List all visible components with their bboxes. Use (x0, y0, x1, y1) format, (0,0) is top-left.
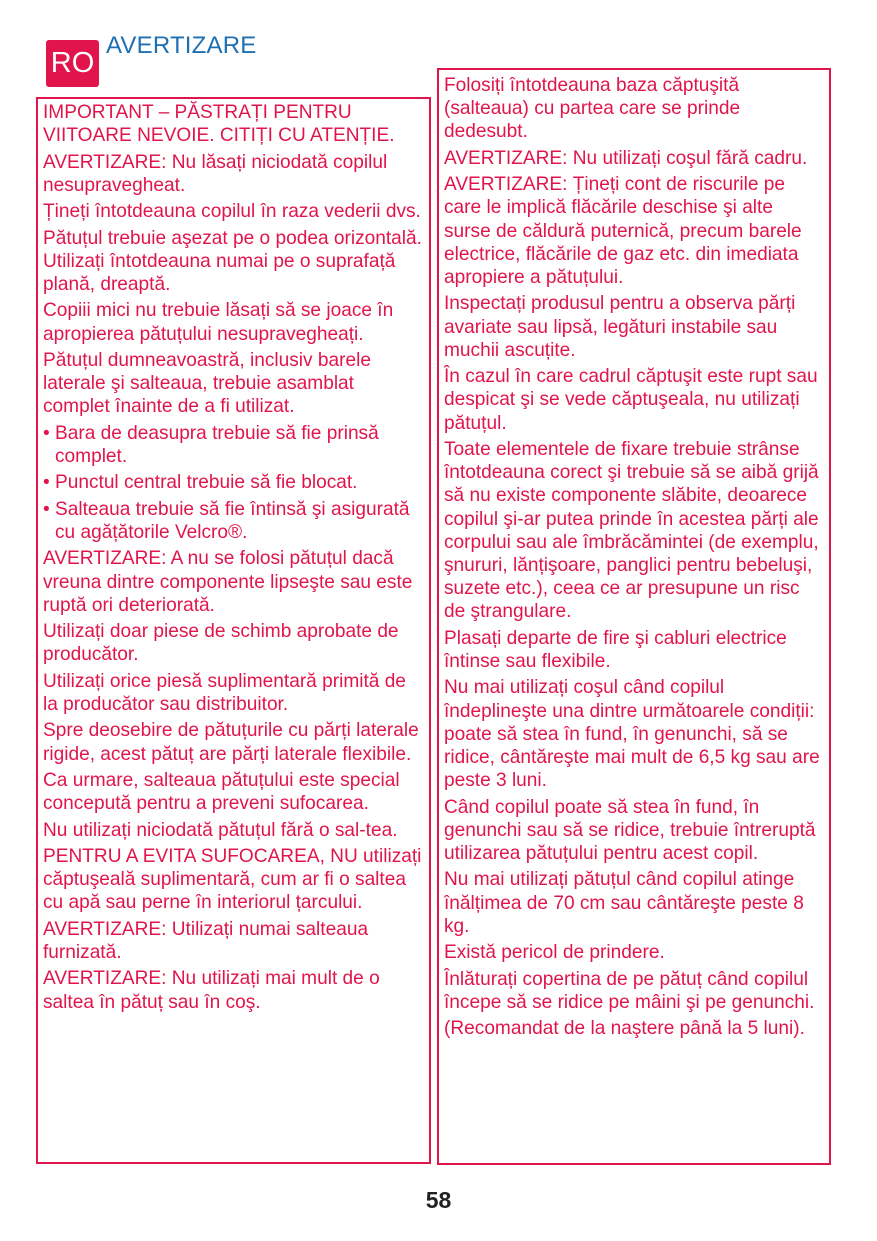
section-title: AVERTIZARE (106, 32, 257, 59)
paragraph: Pătuțul dumneavoastră, inclusiv barele laterale şi salteaua, trebuie asamblat complet înainte de a fi utilizat. (43, 349, 371, 418)
paragraph: Înlăturați copertina de pe pătuț când copilul începe să se ridice pe mâini şi pe genunchi. (444, 968, 815, 1013)
paragraph: Utilizați doar piese de schimb aprobate de producător. (43, 621, 399, 666)
paragraph: Pătuțul trebuie aşezat pe o podea orizontală. Utilizați întotdeauna numai pe o suprafață plană, dreaptă. (43, 227, 422, 295)
paragraph: Există pericol de prindere. (444, 942, 665, 964)
paragraph: Plasați departe de fire şi cabluri electrice întinse sau flexibile. (444, 627, 787, 672)
bullet-item: • Salteaua trebuie să fie întinsă şi asigurată cu agățătorile Velcro®. (43, 498, 410, 543)
paragraph: AVERTIZARE: Nu utilizați coşul fără cadru. (444, 147, 808, 169)
paragraph: AVERTIZARE: A nu se folosi pătuțul dacă vreuna dintre componente lipseşte sau este ruptă ori deteriorată. (43, 548, 413, 616)
paragraph: Nu utilizați niciodată pătuțul fără o sal-tea. (43, 819, 398, 841)
paragraph: AVERTIZARE: Nu utilizați mai mult de o saltea în pătuț sau în coş. (43, 968, 380, 1013)
paragraph: Utilizați orice piesă suplimentară primită de la producător sau distribuitor. (43, 670, 406, 715)
bullet-item: • Punctul central trebuie să fie blocat. (43, 472, 358, 494)
paragraph: Nu mai utilizați coşul când copilul îndeplineşte una dintre următoarele condiții: poate să stea în fund, în genunchi, să se ridice, cântăreşte mai mult de 6,5 kg sau are peste 3 luni. (444, 677, 820, 792)
language-badge: RO (46, 40, 99, 87)
right-column (437, 68, 831, 1165)
paragraph: Țineți întotdeauna copilul în raza vederii dvs. (43, 201, 421, 223)
paragraph: Toate elementele de fixare trebuie strânse întotdeauna corect şi trebuie să se aibă grijă să nu existe componente slăbite, deoarece copilul şi-ar putea prinde în acestea părți ale corpului sau ale îmbrăcămintei (de exemplu, şnururi, lănțişoare, panglici pentru bebeluşi, suzete etc.), ceea ce ar presupune un risc de ştrangulare. (444, 438, 819, 623)
paragraph: AVERTIZARE: Nu lăsați niciodată copilul nesupravegheat. (43, 151, 388, 196)
paragraph: În cazul în care cadrul căptuşit este rupt sau despicat şi se vede căptuşeala, nu utilizați pătuțul. (444, 366, 818, 434)
paragraph: Când copilul poate să stea în fund, în genunchi sau să se ridice, trebuie întreruptă utilizarea pătuțului pentru acest copil. (444, 796, 816, 864)
paragraph: AVERTIZARE: Țineți cont de riscurile pe care le implică flăcările deschise şi alte surse de căldură puternică, precum barele electrice, flăcările de gaz etc. din imediata apropiere a pătuțului. (444, 174, 802, 288)
paragraph: (Recomandat de la naştere până la 5 luni). (444, 1018, 805, 1040)
paragraph: IMPORTANT – PĂSTRAȚI PENTRU VIITOARE NEVOIE. CITIȚI CU ATENȚIE. (43, 102, 395, 147)
bullet-item: • Bara de deasupra trebuie să fie prinsă complet. (43, 422, 379, 467)
paragraph: AVERTIZARE: Utilizați numai salteaua furnizată. (43, 918, 369, 963)
paragraph: Copiii mici nu trebuie lăsați să se joace în apropierea pătuțului nesupravegheați. (43, 300, 394, 345)
paragraph: Inspectați produsul pentru a observa părți avariate sau lipsă, legături instabile sau muchii ascuțite. (444, 293, 796, 361)
paragraph: Ca urmare, salteaua pătuțului este special concepută pentru a preveni sufocarea. (43, 769, 400, 815)
paragraph: PENTRU A EVITA SUFOCAREA, NU utilizați căptuşeală suplimentară, cum ar fi o saltea cu apă sau perne în interiorul țarcului. (43, 845, 422, 914)
paragraph: Spre deosebire de pătuțurile cu părți laterale rigide, acest pătuț are părți laterale flexibile. (43, 720, 419, 765)
paragraph: Folosiți întotdeauna baza căptuşită (salteaua) cu partea care se prinde dedesubt. (444, 75, 741, 143)
paragraph: Nu mai utilizați pătuțul când copilul atinge înălțimea de 70 cm sau cântăreşte peste 8 kg. (444, 869, 804, 937)
page-number: 58 (425, 1187, 452, 1213)
left-column (36, 97, 431, 1164)
